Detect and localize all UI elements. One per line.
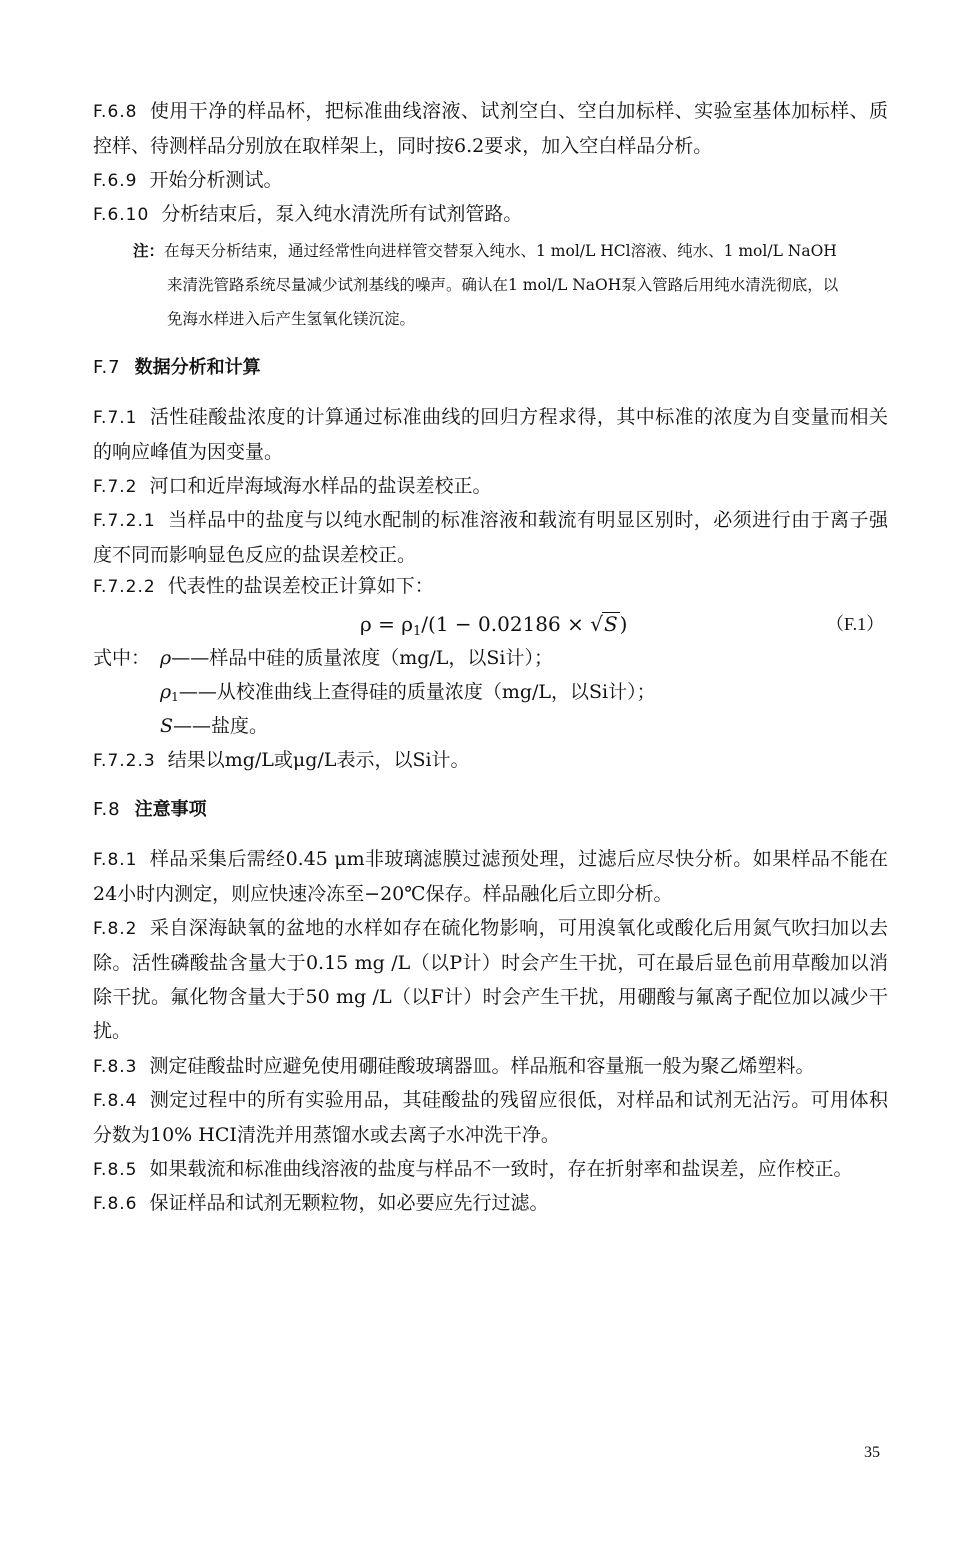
formula-number: （F.1） <box>826 614 885 634</box>
paragraph-f-7-2-3 <box>93 743 888 778</box>
symbol-rho1: ρ <box>160 681 172 703</box>
paragraph-f-6-9 <box>93 163 888 198</box>
paragraph-f-8-2 <box>93 911 888 1048</box>
clause-text: 代表性的盐误差校正计算如下： <box>167 575 434 597</box>
clause-number: F.7.1 <box>93 408 138 428</box>
clause-text: 结果以mg/L或μg/L表示，以Si计。 <box>167 749 470 771</box>
clause-text: 使用干净的样品杯，把标准曲线溶液、试剂空白、空白加标样、实验室基体加标样、质控样、待测样品分别放在取样架上，同时按6.2要求，加入空白样品分析。 <box>93 100 888 157</box>
formula-lhs: ρ = ρ <box>360 612 413 636</box>
clause-number: F.7.2.3 <box>93 751 156 771</box>
clause-number: F.8.3 <box>93 1057 138 1077</box>
clause-text: 测定硅酸盐时应避免使用硼硅酸玻璃器皿。样品瓶和容量瓶一般为聚乙烯塑料。 <box>149 1055 815 1077</box>
note-block <box>133 234 888 336</box>
clause-text: 保证样品和试剂无颗粒物，如必要应先行过滤。 <box>149 1192 549 1214</box>
clause-number: F.8.5 <box>93 1160 138 1180</box>
clause-number: F.8.1 <box>93 850 138 870</box>
note-label: 注： <box>133 241 165 260</box>
paragraph-f-7-2 <box>93 469 888 504</box>
section-heading-f-8 <box>93 795 207 825</box>
clause-text: 采自深海缺氧的盆地的水样如存在硫化物影响，可用溴氧化或酸化后用氮气吹扫加以去除。活性磷酸盐含量大于0.15 mg /L（以P计）时会产生干扰，可在最后显色前用草酸加以消除干扰。氟化物含量大于50 mg /L（以F计）时会产生干扰，用硼酸与氟离子配位加以减少干扰。 <box>93 917 888 1042</box>
symbol-rho: ρ <box>160 647 172 669</box>
formula-subscript: 1 <box>413 624 422 639</box>
clause-text: 分析结束后，泵入纯水清洗所有试剂管路。 <box>161 203 523 225</box>
formula-end: ) <box>619 612 628 636</box>
section-title: 数据分析和计算 <box>134 357 261 378</box>
clause-number: F.6.10 <box>93 205 150 225</box>
clause-number: F.7.2.1 <box>93 511 156 531</box>
formula-middle: /(1 − 0.02186 × √ <box>421 612 603 636</box>
clause-number: F.8.6 <box>93 1194 138 1214</box>
clause-number: F.6.9 <box>93 171 138 191</box>
paragraph-f-6-10 <box>93 197 888 232</box>
symbol-s-description: ——盐度。 <box>173 715 269 737</box>
formula-sqrt-arg: S <box>603 612 618 636</box>
where-label: 式中： <box>93 647 151 669</box>
clause-number: F.8.2 <box>93 919 138 939</box>
where-line-s <box>160 709 268 743</box>
clause-text: 当样品中的盐度与以纯水配制的标准溶液和载流有明显区别时，必须进行由于离子强度不同而影响显色反应的盐误差校正。 <box>93 509 888 566</box>
section-title: 注意事项 <box>134 799 207 820</box>
clause-text: 如果载流和标准曲线溶液的盐度与样品不一致时，存在折射率和盐误差，应作校正。 <box>149 1158 853 1180</box>
paragraph-f-7-1 <box>93 400 888 469</box>
clause-number: F.7.2.2 <box>93 577 156 597</box>
clause-number: F.7.2 <box>93 477 138 497</box>
paragraph-f-8-4 <box>93 1083 888 1152</box>
page-number: 35 <box>864 1444 880 1461</box>
symbol-rho1-subscript: 1 <box>171 690 179 704</box>
paragraph-f-8-1 <box>93 842 888 911</box>
clause-text: 活性硅酸盐浓度的计算通过标准曲线的回归方程求得，其中标准的浓度为自变量而相关的响应峰值为因变量。 <box>93 406 888 463</box>
section-number: F.8 <box>93 799 121 820</box>
paragraph-f-6-8 <box>93 94 888 163</box>
clause-text: 河口和近岸海域海水样品的盐误差校正。 <box>149 475 492 497</box>
paragraph-f-8-5 <box>93 1152 888 1187</box>
paragraph-f-8-3 <box>93 1049 888 1084</box>
note-line-2: 来清洗管路系统尽量减少试剂基线的噪声。确认在1 mol/L NaOH泵入管路后用纯水清洗彻底，以 <box>167 276 839 294</box>
section-number: F.7 <box>93 357 121 378</box>
clause-number: F.8.4 <box>93 1091 138 1111</box>
paragraph-f-7-2-2 <box>93 569 888 604</box>
symbol-rho-description: ——样品中硅的质量浓度（mg/L，以Si计）； <box>171 647 553 669</box>
clause-number: F.6.8 <box>93 102 138 122</box>
paragraph-f-8-6 <box>93 1186 888 1221</box>
symbol-rho1-description: ——从校准曲线上查得硅的质量浓度（mg/L，以Si计）； <box>178 681 656 703</box>
clause-text: 测定过程中的所有实验用品，其硅酸盐的残留应很低，对样品和试剂无沾污。可用体积分数为10% HCI清洗并用蒸馏水或去离子水冲洗干净。 <box>93 1089 888 1146</box>
section-heading-f-7 <box>93 353 261 383</box>
paragraph-f-7-2-1 <box>93 503 888 572</box>
clause-text: 样品采集后需经0.45 μm非玻璃滤膜过滤预处理，过滤后应尽快分析。如果样品不能在24小时内测定，则应快速冷冻至−20℃保存。样品融化后立即分析。 <box>93 848 888 905</box>
symbol-s: S <box>160 715 174 737</box>
clause-text: 开始分析测试。 <box>149 169 283 191</box>
note-line-1: 在每天分析结束，通过经常性向进样管交替泵入纯水、1 mol/L HCl溶液、纯水、1 mol/L NaOH <box>164 242 837 260</box>
note-line-3: 免海水样进入后产生氢氧化镁沉淀。 <box>167 310 416 328</box>
where-line-rho <box>93 641 553 675</box>
